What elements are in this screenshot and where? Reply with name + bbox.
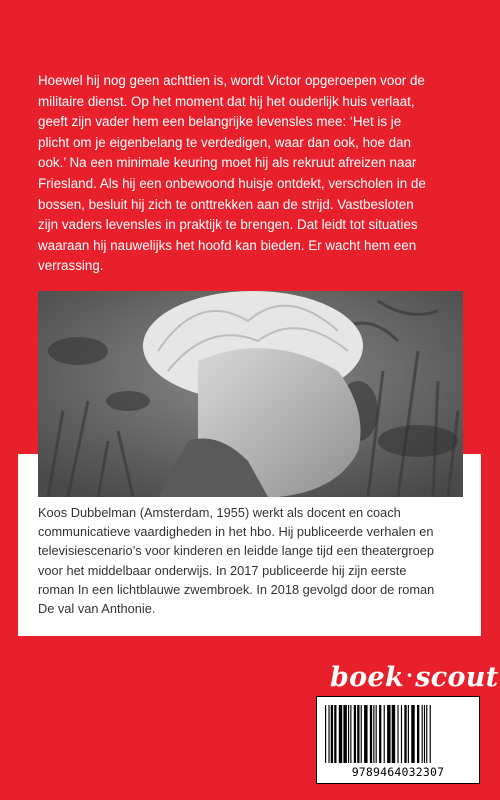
barcode-bars [317, 697, 479, 767]
publisher-logo-separator: · [405, 663, 414, 687]
publisher-logo [330, 662, 499, 693]
isbn-number: 9789464032307 [351, 765, 445, 779]
isbn-barcode [316, 696, 480, 784]
publisher-logo-part2: scout [415, 662, 499, 693]
author-photo [38, 291, 463, 497]
publisher-logo-part1: boek [330, 662, 404, 693]
author-bio: Koos Dubbelman (Amsterdam, 1955) werkt als docent en coach communicatieve vaardigheden in het hbo. Hij publiceerde verhalen en televisiescenario’s voor kinderen en leidde lange tijd een theatergroep voor het middelbaar onderwijs. In 2017 publiceerde hij zijn eerste roman In een lichtblauwe zwembroek. In 2018 gevolgd door de roman De val van Anthonie. [38, 505, 435, 617]
back-cover-blurb: Hoewel hij nog geen achttien is, wordt Victor opgeroepen voor de militaire dienst. Op het moment dat hij het ouderlijk huis verlaat, geeft zijn vader hem een belangrijke levensles mee: ‘Het is je plicht om je eigenbelang te verdedigen, waar dan ook, hoe dan ook.’ Na een minimale keuring moet hij als rekruut afreizen naar Friesland. Als hij een onbewoond huisje ontdekt, verscholen in de bossen, besluit hij zich te onttrekken aan de strijd. Vastbesloten zijn vaders levensles in praktijk te brengen. Dat leidt tot situaties waaraan hij nauwelijks het hoofd kan bieden. Er wacht hem een verrassing. [38, 73, 426, 274]
